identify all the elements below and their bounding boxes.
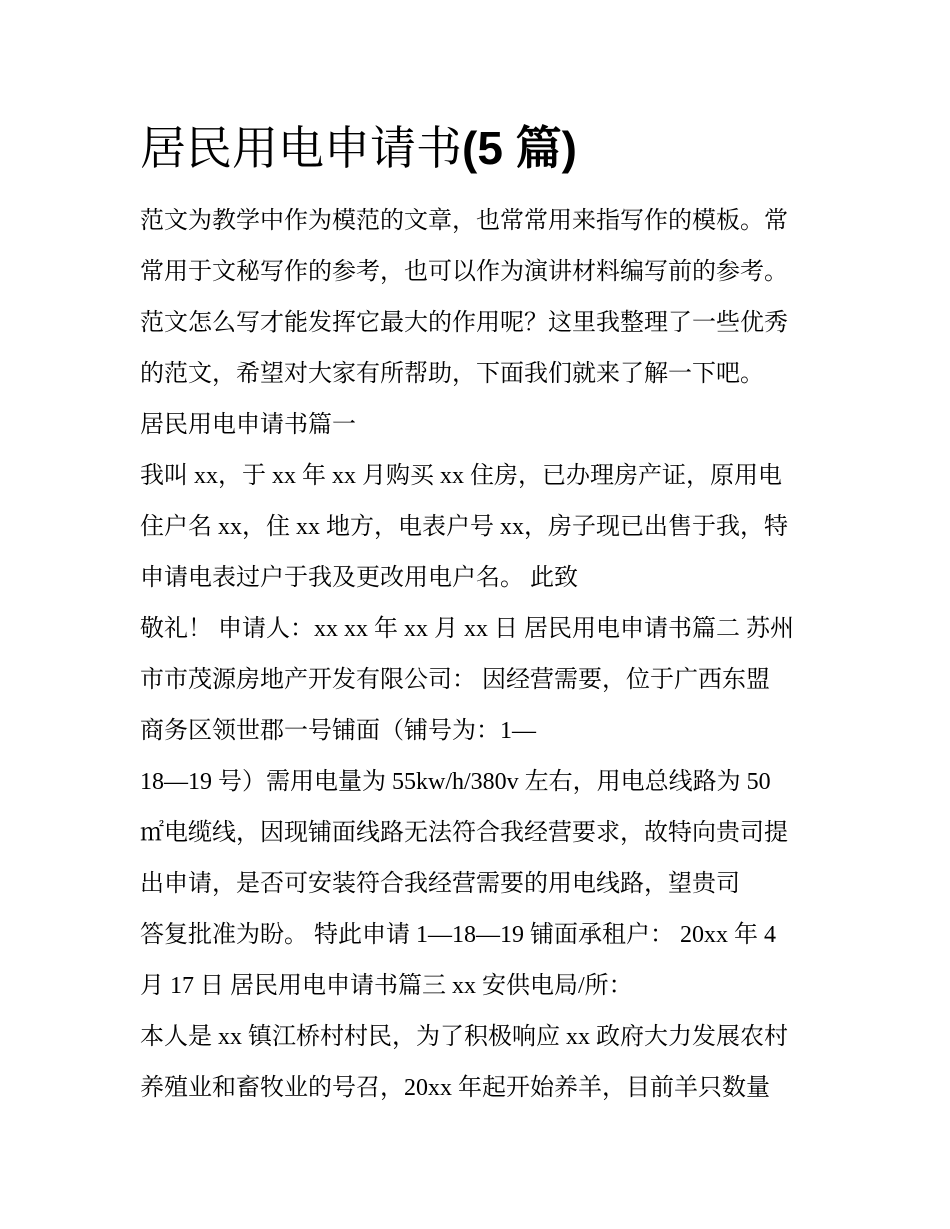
body-line: 常用于文秘写作的参考，也可以作为演讲材料编写前的参考。: [140, 259, 788, 285]
body-line: 18—19 号）需用电量为 55kw/h/380v 左右，用电总线路为 50: [140, 769, 771, 795]
document-title-main: 居民用电申请书: [140, 121, 462, 175]
body-line: 范文怎么写才能发挥它最大的作用呢？这里我整理了一些优秀: [140, 310, 788, 336]
body-line: ㎡电缆线，因现铺面线路无法符合我经营要求，故特向贵司提: [140, 820, 788, 846]
body-line: 申请电表过户于我及更改用电户名。 此致: [140, 565, 578, 591]
section-heading: 居民用电申请书篇一: [140, 412, 356, 438]
body-line: 月 17 日 居民用电申请书篇三 xx 安供电局/所：: [140, 973, 633, 999]
body-line: 答复批准为盼。 特此申请 1—18—19 铺面承租户： 20xx 年 4: [140, 922, 776, 948]
body-line: 商务区领世郡一号铺面（铺号为：1—: [140, 718, 536, 744]
body-line: 市市茂源房地产开发有限公司： 因经营需要，位于广西东盟: [140, 667, 770, 693]
body-line: 范文为教学中作为模范的文章，也常常用来指写作的模板。常: [140, 208, 788, 234]
body-line: 本人是 xx 镇江桥村村民，为了积极响应 xx 政府大力发展农村: [140, 1024, 788, 1050]
document-title: [140, 116, 577, 180]
body-line: 养殖业和畜牧业的号召，20xx 年起开始养羊，目前羊只数量: [140, 1075, 770, 1101]
body-line: 我叫 xx，于 xx 年 xx 月购买 xx 住房，已办理房产证，原用电: [140, 463, 782, 489]
document-body: [140, 196, 840, 1114]
body-line: 的范文，希望对大家有所帮助，下面我们就来了解一下吧。: [140, 361, 764, 387]
body-line: 敬礼！ 申请人：xx xx 年 xx 月 xx 日 居民用电申请书篇二 苏州: [140, 616, 794, 642]
body-line: 住户名 xx，住 xx 地方，电表户号 xx，房子现已出售于我，特: [140, 514, 788, 540]
body-line: 出申请，是否可安装符合我经营需要的用电线路，望贵司: [140, 871, 740, 897]
document-title-count: (5 篇): [462, 122, 577, 174]
